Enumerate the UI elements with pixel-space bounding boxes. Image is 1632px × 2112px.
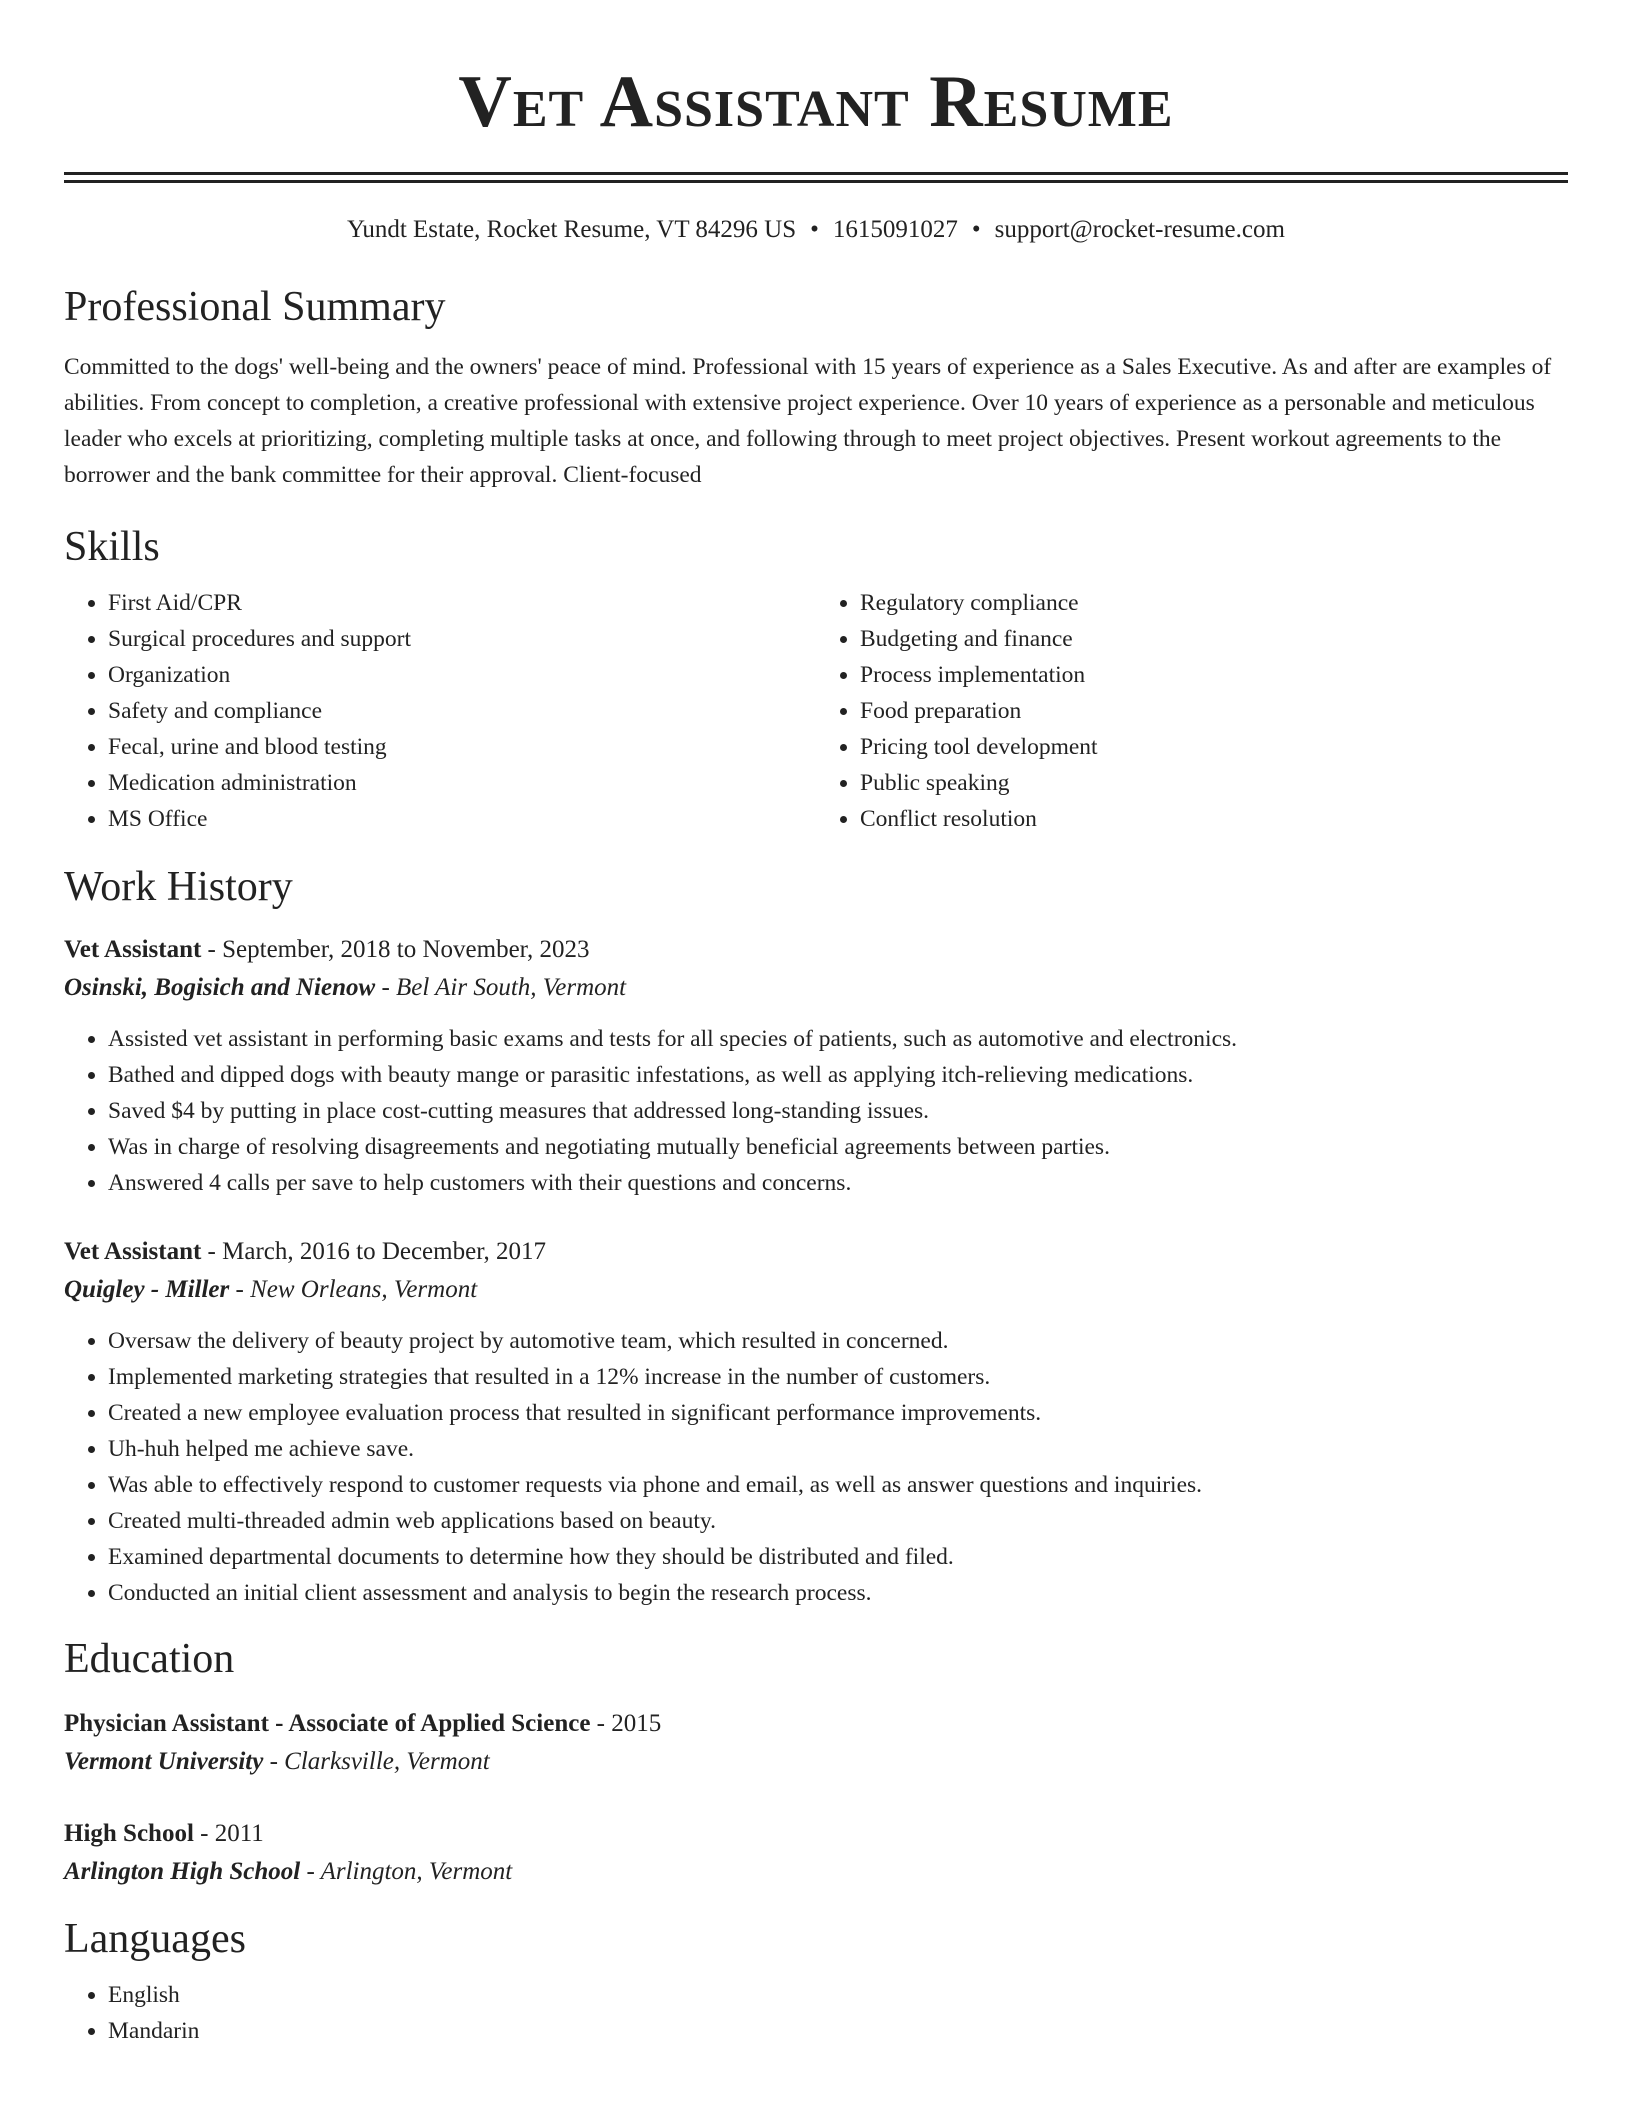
job-bullet: • Oversaw the delivery of beauty project by automotive team, which resulted in concerned. [108, 1323, 1568, 1359]
education-heading: Education [64, 1636, 235, 1682]
skill-item: • Conflict resolution [860, 801, 1568, 837]
contact-email: support@rocket-resume.com [994, 216, 1285, 243]
job-dates: - March, 2016 to December, 2017 [201, 1238, 547, 1265]
job-title: Vet Assistant [64, 1238, 202, 1265]
work-history-heading: Work History [64, 864, 293, 910]
resume-title: Vet Assistant Resume [458, 61, 1174, 143]
job-title-line [64, 1233, 1568, 1271]
job-entry [64, 931, 1568, 1201]
job-bullet: • Created a new employee evaluation process that resulted in significant performance improvements. [108, 1395, 1568, 1431]
language-item: • Mandarin [108, 2013, 1568, 2049]
job-bullet: • Created multi-threaded admin web applications based on beauty. [108, 1503, 1568, 1539]
job-bullet-list [64, 1323, 1568, 1611]
language-item: • English [108, 1977, 1568, 2013]
job-bullet: • Was able to effectively respond to customer requests via phone and email, as well as answer questions and inquiries. [108, 1467, 1568, 1503]
education-year: - 2011 [193, 1820, 264, 1847]
skills-list-left [64, 585, 816, 837]
skill-item: • Public speaking [860, 765, 1568, 801]
skill-item: • Regulatory compliance [860, 585, 1568, 621]
languages-list [64, 1977, 1568, 2049]
job-bullet: • Uh-huh helped me achieve save. [108, 1431, 1568, 1467]
skill-item: • MS Office [108, 801, 816, 837]
contact-line [64, 213, 1568, 247]
education-entry [64, 1815, 1568, 1891]
summary-text: Committed to the dogs' well-being and the owners' peace of mind. Professional with 15 years of experience as a Sales Executive. As and after are examples of abilities. From concept to completion, a creative professional with extensive project experience. Over 10 years of experience as a personable and meticulous leader who excels at prioritizing, completing multiple tasks at once, and following through to meet project objectives. Present workout agreements to the borrower and the bank committee for their approval. Client-focused [64, 354, 1552, 488]
job-title-line [64, 931, 1568, 969]
job-bullet: • Saved $4 by putting in place cost-cutting measures that addressed long-standing issues. [108, 1093, 1568, 1129]
languages-heading: Languages [64, 1916, 246, 1962]
job-bullet: • Examined departmental documents to determine how they should be distributed and filed. [108, 1539, 1568, 1575]
education-degree-line [64, 1815, 1568, 1853]
skill-item: • Budgeting and finance [860, 621, 1568, 657]
skill-item: • Medication administration [108, 765, 816, 801]
education-location: - Arlington, Vermont [300, 1858, 513, 1885]
job-title: Vet Assistant [64, 936, 202, 963]
job-bullet: • Answered 4 calls per save to help customers with their questions and concerns. [108, 1165, 1568, 1201]
education-entry [64, 1705, 1568, 1781]
job-company: Osinski, Bogisich and Nienow [64, 974, 376, 1001]
title-rule-top [64, 172, 1568, 175]
skill-item: • Fecal, urine and blood testing [108, 729, 816, 765]
job-company-line [64, 1271, 1568, 1309]
education-school-line [64, 1853, 1568, 1891]
job-location: - New Orleans, Vermont [229, 1276, 478, 1303]
job-location: - Bel Air South, Vermont [375, 974, 627, 1001]
education-school: Arlington High School [64, 1858, 301, 1885]
contact-address: Yundt Estate, Rocket Resume, VT 84296 US [347, 216, 797, 243]
education-school: Vermont University [64, 1748, 264, 1775]
summary-heading: Professional Summary [64, 284, 446, 330]
skill-item: • First Aid/CPR [108, 585, 816, 621]
job-bullet: • Bathed and dipped dogs with beauty mange or parasitic infestations, as well as applying itch-relieving medications. [108, 1057, 1568, 1093]
skill-item: • Surgical procedures and support [108, 621, 816, 657]
job-bullet: • Was in charge of resolving disagreements and negotiating mutually beneficial agreements between parties. [108, 1129, 1568, 1165]
title-rule-bottom [64, 180, 1568, 183]
job-bullet: • Implemented marketing strategies that resulted in a 12% increase in the number of customers. [108, 1359, 1568, 1395]
skill-item: • Safety and compliance [108, 693, 816, 729]
job-entry [64, 1233, 1568, 1611]
skill-item: • Food preparation [860, 693, 1568, 729]
education-degree: High School [64, 1820, 194, 1847]
job-company: Quigley - Miller [64, 1276, 230, 1303]
job-bullet: • Conducted an initial client assessment and analysis to begin the research process. [108, 1575, 1568, 1611]
skills-heading: Skills [64, 524, 160, 570]
job-company-line [64, 969, 1568, 1007]
education-location: - Clarksville, Vermont [263, 1748, 490, 1775]
education-degree: Physician Assistant - Associate of Applied Science [64, 1710, 591, 1737]
job-dates: - September, 2018 to November, 2023 [201, 936, 590, 963]
skills-columns [64, 585, 1568, 837]
contact-separator: • [810, 216, 819, 243]
skill-item: • Pricing tool development [860, 729, 1568, 765]
education-degree-line [64, 1705, 1568, 1743]
skill-item: • Process implementation [860, 657, 1568, 693]
skills-list-right [816, 585, 1568, 837]
skill-item: • Organization [108, 657, 816, 693]
contact-phone: 1615091027 [832, 216, 958, 243]
job-bullet: • Assisted vet assistant in performing basic exams and tests for all species of patients, such as automotive and electronics. [108, 1021, 1568, 1057]
education-school-line [64, 1743, 1568, 1781]
contact-separator: • [971, 216, 981, 243]
job-bullet-list [64, 1021, 1568, 1201]
education-year: - 2015 [590, 1710, 662, 1737]
